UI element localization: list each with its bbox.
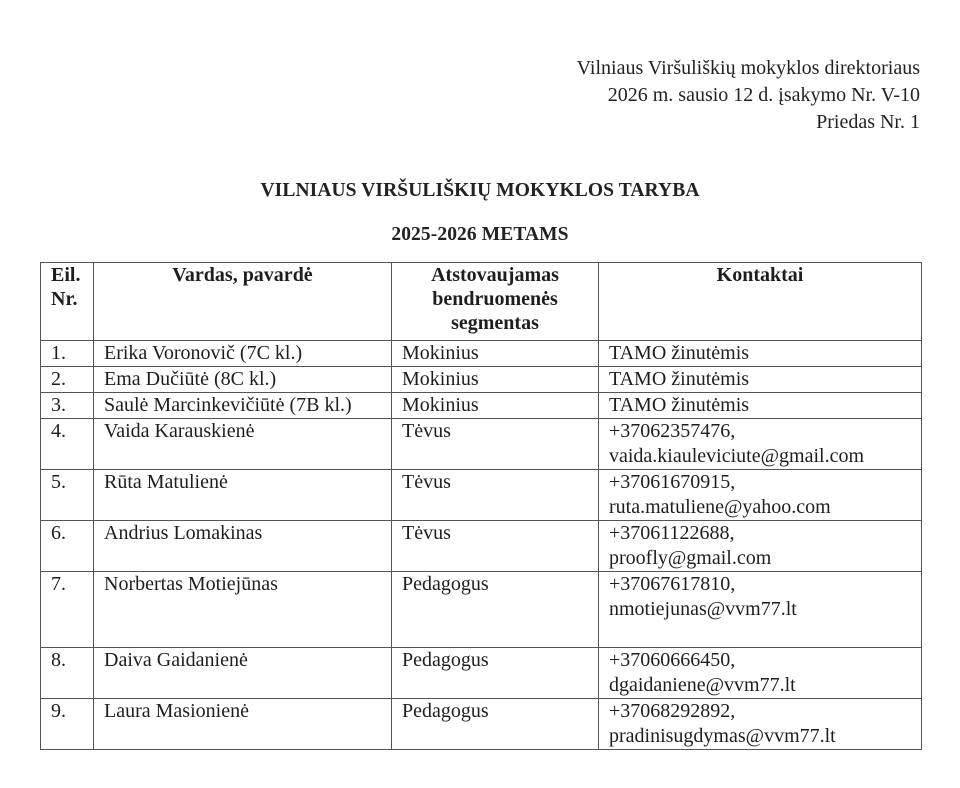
cell-name: Norbertas Motiejūnas <box>94 572 392 648</box>
cell-contact <box>599 521 922 572</box>
contact-phone: +37062357476, <box>609 420 736 442</box>
cell-contact <box>599 393 922 419</box>
contact-email[interactable]: vaida.kiauleviciute@gmail.com <box>609 445 864 467</box>
table-row <box>41 367 922 393</box>
column-header-segment <box>392 263 599 341</box>
header-line-annex: Priedas Nr. 1 <box>816 111 920 133</box>
header-line-director: Vilniaus Viršuliškių mokyklos direktoriaus <box>576 57 920 79</box>
column-header-segment-line2: bendruomenės <box>432 288 558 310</box>
contact-phone: +37060666450, <box>609 649 736 671</box>
table-row <box>41 470 922 521</box>
table-row <box>41 648 922 699</box>
cell-contact <box>599 470 922 521</box>
cell-segment: Pedagogus <box>392 572 599 648</box>
table-row <box>41 521 922 572</box>
contact-phone: +37061122688, <box>609 522 735 544</box>
cell-segment: Pedagogus <box>392 699 599 750</box>
column-header-contacts <box>599 263 922 341</box>
cell-segment: Tėvus <box>392 419 599 470</box>
contact-email[interactable]: nmotiejunas@vvm77.lt <box>609 598 797 620</box>
contact-method: TAMO žinutėmis <box>609 368 750 390</box>
cell-segment: Mokinius <box>392 341 599 367</box>
contact-phone: +37067617810, <box>609 573 736 595</box>
cell-contact <box>599 367 922 393</box>
column-header-name <box>94 263 392 341</box>
column-header-contacts-text: Kontaktai <box>716 264 804 286</box>
cell-number: 8. <box>41 648 94 699</box>
contact-email[interactable]: ruta.matuliene@yahoo.com <box>609 496 831 518</box>
contact-email[interactable]: proofly@gmail.com <box>609 547 772 569</box>
table-row <box>41 419 922 470</box>
cell-segment: Tėvus <box>392 521 599 572</box>
table-row <box>41 699 922 750</box>
document-header <box>577 55 920 136</box>
cell-name: Daiva Gaidanienė <box>94 648 392 699</box>
contact-email[interactable]: pradinisugdymas@vvm77.lt <box>609 725 836 747</box>
cell-contact <box>599 419 922 470</box>
cell-contact <box>599 699 922 750</box>
column-header-number-line1: Eil. <box>51 264 81 286</box>
table-header-row <box>41 263 922 341</box>
cell-name: Andrius Lomakinas <box>94 521 392 572</box>
column-header-segment-line1: Atstovaujamas <box>431 264 559 286</box>
column-header-segment-line3: segmentas <box>451 312 539 334</box>
cell-segment: Mokinius <box>392 367 599 393</box>
cell-number: 6. <box>41 521 94 572</box>
cell-segment: Mokinius <box>392 393 599 419</box>
contact-method: TAMO žinutėmis <box>609 394 750 416</box>
cell-number: 1. <box>41 341 94 367</box>
cell-name: Rūta Matulienė <box>94 470 392 521</box>
cell-name: Ema Dučiūtė (8C kl.) <box>94 367 392 393</box>
cell-number: 5. <box>41 470 94 521</box>
contact-phone: +37061670915, <box>609 471 736 493</box>
contact-email[interactable]: dgaidaniene@vvm77.lt <box>609 674 796 696</box>
cell-number: 4. <box>41 419 94 470</box>
cell-name: Erika Voronovič (7C kl.) <box>94 341 392 367</box>
cell-contact <box>599 341 922 367</box>
cell-name: Vaida Karauskienė <box>94 419 392 470</box>
column-header-number-line2: Nr. <box>51 288 78 310</box>
contact-method: TAMO žinutėmis <box>609 342 750 364</box>
cell-name: Saulė Marcinkevičiūtė (7B kl.) <box>94 393 392 419</box>
document-subtitle: 2025-2026 METAMS <box>391 224 569 245</box>
cell-number: 7. <box>41 572 94 648</box>
column-header-number <box>41 263 94 341</box>
header-line-order: 2026 m. sausio 12 d. įsakymo Nr. V-10 <box>607 84 920 106</box>
cell-number: 9. <box>41 699 94 750</box>
cell-contact <box>599 572 922 648</box>
cell-number: 3. <box>41 393 94 419</box>
table-row <box>41 341 922 367</box>
cell-number: 2. <box>41 367 94 393</box>
document-title: VILNIAUS VIRŠULIŠKIŲ MOKYKLOS TARYBA <box>260 180 700 201</box>
council-members-table <box>40 262 922 750</box>
cell-contact <box>599 648 922 699</box>
cell-segment: Tėvus <box>392 470 599 521</box>
cell-name: Laura Masionienė <box>94 699 392 750</box>
table-row <box>41 393 922 419</box>
contact-phone: +37068292892, <box>609 700 736 722</box>
table-row <box>41 572 922 648</box>
cell-segment: Pedagogus <box>392 648 599 699</box>
column-header-name-text: Vardas, pavardė <box>172 264 313 286</box>
